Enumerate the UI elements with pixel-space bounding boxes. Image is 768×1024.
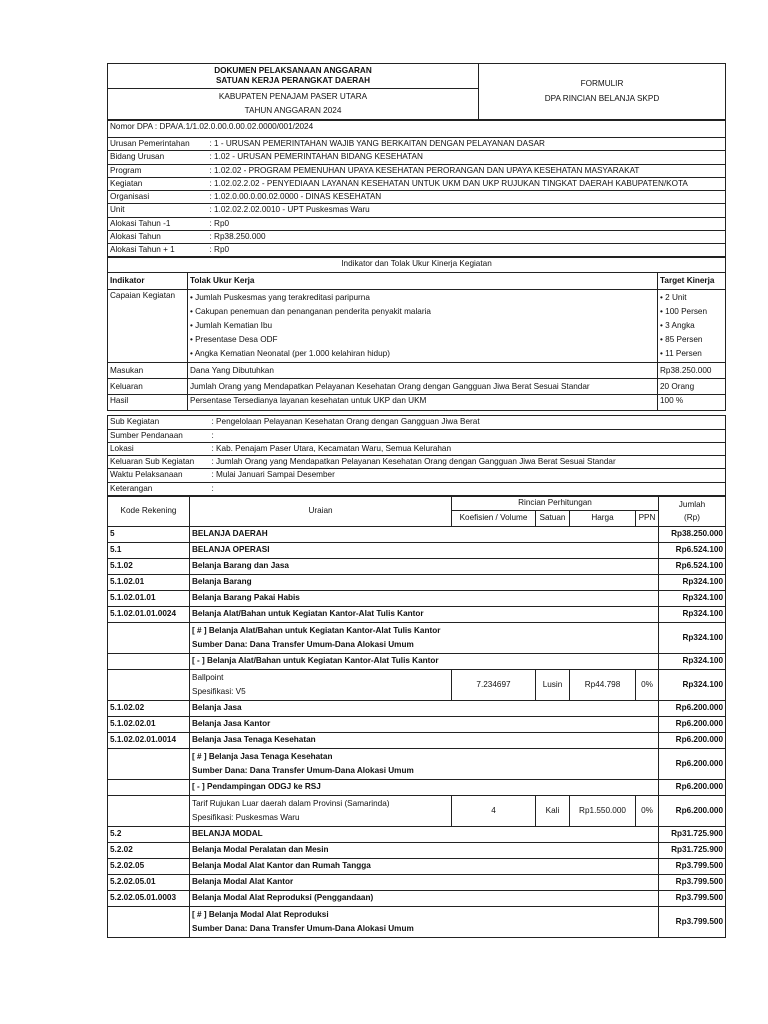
row-jumlah: Rp324.100: [659, 590, 726, 606]
item-koefisien: 4: [452, 795, 536, 826]
row-jumlah: Rp324.100: [659, 622, 726, 653]
group-title: [ # ] Belanja Modal Alat Reproduksi: [192, 909, 329, 919]
row-kode-empty: [108, 906, 190, 937]
info-value: : Rp38.250.000: [208, 230, 726, 243]
row-jumlah: Rp6.200.000: [659, 700, 726, 716]
group-title: [ # ] Belanja Jasa Tenaga Kesehatan: [192, 751, 333, 761]
row-group: [190, 622, 659, 653]
row-uraian: Belanja Barang Pakai Habis: [190, 590, 659, 606]
nomor-dpa: Nomor DPA : DPA/A.1/1.02.0.00.0.00.02.0000/001/2024: [108, 121, 726, 138]
row-kode-empty: [108, 669, 190, 700]
item-ppn: 0%: [636, 669, 659, 700]
dpa-document: [107, 63, 725, 938]
row-jumlah: Rp324.100: [659, 653, 726, 669]
table-row: [108, 795, 726, 826]
table-row: [108, 874, 726, 890]
table-row: [108, 590, 726, 606]
capaian-targets: [658, 290, 726, 363]
header-title-cell: [108, 64, 479, 89]
row-kode-empty: [108, 779, 190, 795]
row-uraian: BELANJA DAERAH: [190, 526, 659, 542]
header-satuan: Satuan: [536, 510, 570, 526]
list-item: • 85 Persen: [660, 335, 703, 345]
info-value: : 1.02.02.2.02 - PENYEDIAAN LAYANAN KESEHATAN UNTUK UKM DAN UKP RUJUKAN TINGKAT DAERAH KABUPATEN/KOTA: [208, 177, 726, 190]
item-harga: Rp1.550.000: [570, 795, 636, 826]
info-table: [107, 120, 726, 257]
header-jumlah: [659, 496, 726, 526]
row-jumlah: Rp324.100: [659, 606, 726, 622]
item-spec: Spesifikasi: Puskesmas Waru: [192, 812, 300, 822]
header-title-2: SATUAN KERJA PERANGKAT DAERAH: [215, 76, 371, 85]
kinerja-row-value: Jumlah Orang yang Mendapatkan Pelayanan Kesehatan Orang dengan Gangguan Jiwa Berat Sesuai Standar: [188, 379, 658, 395]
row-uraian: Belanja Modal Alat Kantor dan Rumah Tangga: [190, 858, 659, 874]
table-row: [108, 842, 726, 858]
row-jumlah: Rp324.100: [659, 574, 726, 590]
sub-label: Sub Kegiatan: [108, 416, 210, 429]
row-kode: 5.2.02.05.01.0003: [108, 890, 190, 906]
list-item: • Jumlah Puskesmas yang terakreditasi paripurna: [190, 293, 370, 303]
row-kode: 5.1.02.02: [108, 700, 190, 716]
list-item: • 100 Persen: [660, 307, 708, 317]
info-value: : 1.02.02 - PROGRAM PEMENUHAN UPAYA KESEHATAN PERORANGAN DAN UPAYA KESEHATAN MASYARAKAT: [208, 164, 726, 177]
row-kode: 5.1.02.01: [108, 574, 190, 590]
rincian-table: [107, 496, 726, 938]
row-uraian: Belanja Jasa Tenaga Kesehatan: [190, 732, 659, 748]
list-item: • Presentase Desa ODF: [190, 335, 278, 345]
row-jumlah: Rp3.799.500: [659, 858, 726, 874]
document-header: [107, 63, 726, 120]
info-value: : 1.02.02.2.02.0010 - UPT Puskesmas Waru: [208, 204, 726, 217]
row-uraian: Belanja Modal Peralatan dan Mesin: [190, 842, 659, 858]
row-kode-empty: [108, 748, 190, 779]
sub-value: : Kab. Penajam Paser Utara, Kecamatan Waru, Semua Kelurahan: [210, 442, 726, 455]
formulir-label: FORMULIR: [580, 79, 624, 89]
info-value: : Rp0: [208, 217, 726, 230]
table-row: [108, 574, 726, 590]
header-koefisien: Koefisien / Volume: [452, 510, 536, 526]
item-name: Ballpoint: [192, 672, 224, 682]
info-value: : 1.02.0.00.0.00.02.0000 - DINAS KESEHATAN: [208, 191, 726, 204]
kinerja-table: [107, 257, 726, 411]
sub-kegiatan-table: [107, 415, 726, 496]
item-ppn: 0%: [636, 795, 659, 826]
row-uraian: Belanja Barang: [190, 574, 659, 590]
kinerja-row-value: Dana Yang Dibutuhkan: [188, 363, 658, 379]
kinerja-header-tolak: Tolak Ukur Kerja: [188, 273, 658, 290]
row-jumlah: Rp6.524.100: [659, 542, 726, 558]
list-item: • 11 Persen: [660, 349, 702, 359]
kinerja-row-value: Persentase Tersedianya layanan kesehatan untuk UKP dan UKM: [188, 395, 658, 411]
row-jumlah: Rp324.100: [659, 669, 726, 700]
header-rincian: Rincian Perhitungan: [452, 496, 659, 510]
info-label: Unit: [108, 204, 208, 217]
info-value: : Rp0: [208, 244, 726, 257]
sub-value: : Mulai Januari Sampai Desember: [210, 469, 726, 482]
group-source: Sumber Dana: Dana Transfer Umum-Dana Alokasi Umum: [192, 923, 414, 933]
sub-label: Keluaran Sub Kegiatan: [108, 456, 210, 469]
header-jumlah-unit: (Rp): [684, 512, 700, 522]
info-label: Alokasi Tahun: [108, 230, 208, 243]
info-label: Bidang Urusan: [108, 151, 208, 164]
table-row: [108, 558, 726, 574]
row-jumlah: Rp6.200.000: [659, 732, 726, 748]
kinerja-row-label: Keluaran: [108, 379, 188, 395]
kinerja-row-label: Masukan: [108, 363, 188, 379]
row-jumlah: Rp6.200.000: [659, 748, 726, 779]
info-label: Program: [108, 164, 208, 177]
row-uraian: Belanja Modal Alat Reproduksi (Penggandaan): [190, 890, 659, 906]
row-jumlah: Rp6.524.100: [659, 558, 726, 574]
sub-label: Waktu Pelaksanaan: [108, 469, 210, 482]
item-name: Tarif Rujukan Luar daerah dalam Provinsi (Samarinda): [192, 798, 390, 808]
item-satuan: Kali: [536, 795, 570, 826]
row-kode: 5.2.02: [108, 842, 190, 858]
row-kode-empty: [108, 795, 190, 826]
header-jumlah-label: Jumlah: [678, 499, 706, 509]
kinerja-title: Indikator dan Tolak Ukur Kinerja Kegiatan: [108, 258, 726, 273]
row-kode: 5.1.02.02.01: [108, 716, 190, 732]
table-row: [108, 669, 726, 700]
table-row: [108, 858, 726, 874]
sub-label: Sumber Pendanaan: [108, 429, 210, 442]
sub-value: :: [210, 482, 726, 495]
row-group: [190, 748, 659, 779]
kinerja-row-target: 100 %: [658, 395, 726, 411]
kinerja-header-target: Target Kinerja: [658, 273, 726, 290]
table-row: [108, 542, 726, 558]
row-kode-empty: [108, 653, 190, 669]
row-jumlah: Rp6.200.000: [659, 779, 726, 795]
row-jumlah: Rp6.200.000: [659, 795, 726, 826]
header-uraian: Uraian: [190, 496, 452, 526]
row-kode: 5.1.02.01.01.0024: [108, 606, 190, 622]
table-row: [108, 890, 726, 906]
item-harga: Rp44.798: [570, 669, 636, 700]
header-year: TAHUN ANGGARAN 2024: [244, 105, 342, 115]
info-label: Kegiatan: [108, 177, 208, 190]
formulir-cell: [479, 64, 726, 120]
sub-label: Keterangan: [108, 482, 210, 495]
info-label: Urusan Pemerintahan: [108, 138, 208, 151]
table-row: [108, 826, 726, 842]
row-kode: 5.1.02: [108, 558, 190, 574]
row-jumlah: Rp6.200.000: [659, 716, 726, 732]
table-row: [108, 716, 726, 732]
kinerja-header-indikator: Indikator: [108, 273, 188, 290]
row-kode: 5.2.02.05: [108, 858, 190, 874]
row-kode-empty: [108, 622, 190, 653]
sub-value: :: [210, 429, 726, 442]
row-jumlah: Rp38.250.000: [659, 526, 726, 542]
row-uraian: BELANJA OPERASI: [190, 542, 659, 558]
info-value: : 1.02 - URUSAN PEMERINTAHAN BIDANG KESEHATAN: [208, 151, 726, 164]
region-cell: [108, 89, 479, 120]
table-row: [108, 732, 726, 748]
row-kode: 5: [108, 526, 190, 542]
info-label: Alokasi Tahun + 1: [108, 244, 208, 257]
row-jumlah: Rp3.799.500: [659, 906, 726, 937]
list-item: • 2 Unit: [660, 293, 687, 303]
table-row: [108, 653, 726, 669]
row-jumlah: Rp31.725.900: [659, 842, 726, 858]
row-uraian: Belanja Jasa Kantor: [190, 716, 659, 732]
capaian-items: [188, 290, 658, 363]
item-satuan: Lusin: [536, 669, 570, 700]
list-item: • 3 Angka: [660, 321, 695, 331]
row-jumlah: Rp31.725.900: [659, 826, 726, 842]
row-group: [ - ] Pendampingan ODGJ ke RSJ: [190, 779, 659, 795]
table-row: [108, 906, 726, 937]
item-koefisien: 7.234697: [452, 669, 536, 700]
row-uraian: BELANJA MODAL: [190, 826, 659, 842]
row-kode: 5.2: [108, 826, 190, 842]
header-kode: Kode Rekening: [108, 496, 190, 526]
group-source: Sumber Dana: Dana Transfer Umum-Dana Alokasi Umum: [192, 639, 414, 649]
row-group: [190, 906, 659, 937]
group-title: [ # ] Belanja Alat/Bahan untuk Kegiatan Kantor-Alat Tulis Kantor: [192, 625, 441, 635]
capaian-label: Capaian Kegiatan: [108, 290, 188, 363]
sub-label: Lokasi: [108, 442, 210, 455]
kinerja-row-target: Rp38.250.000: [658, 363, 726, 379]
formulir-name: DPA RINCIAN BELANJA SKPD: [544, 93, 660, 103]
table-row: [108, 526, 726, 542]
row-group: [ - ] Belanja Alat/Bahan untuk Kegiatan Kantor-Alat Tulis Kantor: [190, 653, 659, 669]
row-uraian: Belanja Barang dan Jasa: [190, 558, 659, 574]
row-uraian: Belanja Modal Alat Kantor: [190, 874, 659, 890]
table-row: [108, 622, 726, 653]
sub-value: : Pengelolaan Pelayanan Kesehatan Orang dengan Gangguan Jiwa Berat: [210, 416, 726, 429]
row-kode: 5.1.02.02.01.0014: [108, 732, 190, 748]
item-spec: Spesifikasi: V5: [192, 686, 246, 696]
row-kode: 5.2.02.05.01: [108, 874, 190, 890]
header-harga: Harga: [570, 510, 636, 526]
group-source: Sumber Dana: Dana Transfer Umum-Dana Alokasi Umum: [192, 765, 414, 775]
rincian-body: [108, 526, 726, 937]
row-uraian: Belanja Alat/Bahan untuk Kegiatan Kantor-Alat Tulis Kantor: [190, 606, 659, 622]
table-row: [108, 606, 726, 622]
info-label: Alokasi Tahun -1: [108, 217, 208, 230]
row-kode: 5.1: [108, 542, 190, 558]
row-item: [190, 669, 452, 700]
header-region: KABUPATEN PENAJAM PASER UTARA: [218, 92, 368, 102]
row-kode: 5.1.02.01.01: [108, 590, 190, 606]
table-row: [108, 779, 726, 795]
info-value: : 1 - URUSAN PEMERINTAHAN WAJIB YANG BERKAITAN DENGAN PELAYANAN DASAR: [208, 138, 726, 151]
list-item: • Angka Kematian Neonatal (per 1.000 kelahiran hidup): [190, 349, 390, 359]
sub-value: : Jumlah Orang yang Mendapatkan Pelayanan Kesehatan Orang dengan Gangguan Jiwa Berat Sesuai Standar: [210, 456, 726, 469]
row-jumlah: Rp3.799.500: [659, 874, 726, 890]
row-jumlah: Rp3.799.500: [659, 890, 726, 906]
header-ppn: PPN: [636, 510, 659, 526]
info-label: Organisasi: [108, 191, 208, 204]
table-row: [108, 748, 726, 779]
list-item: • Cakupan penemuan dan penanganan penderita penyakit malaria: [190, 307, 431, 317]
header-title-1: DOKUMEN PELAKSANAAN ANGGARAN: [214, 65, 372, 75]
kinerja-row-label: Hasil: [108, 395, 188, 411]
row-item: [190, 795, 452, 826]
table-row: [108, 700, 726, 716]
row-uraian: Belanja Jasa: [190, 700, 659, 716]
list-item: • Jumlah Kematian Ibu: [190, 321, 273, 331]
kinerja-row-target: 20 Orang: [658, 379, 726, 395]
